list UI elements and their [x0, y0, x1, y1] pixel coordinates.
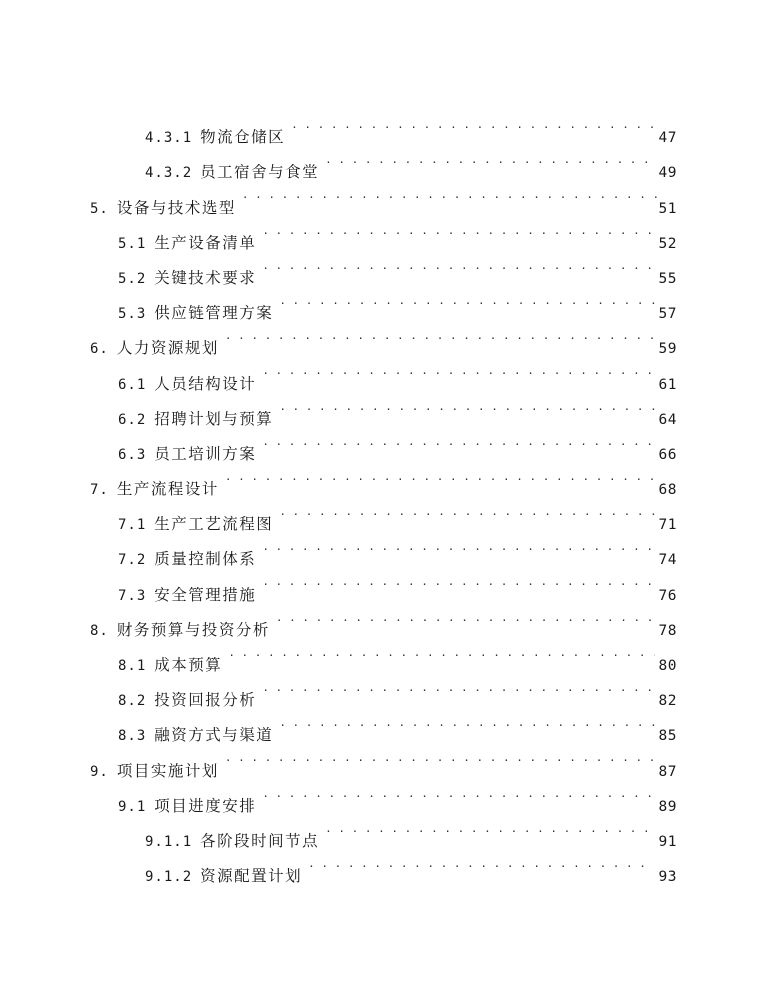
dot-leader: [325, 142, 654, 177]
toc-entry[interactable]: [145, 811, 677, 850]
toc-entry-number: 6.: [90, 341, 109, 358]
toc-entry-number: 5.2: [118, 270, 147, 287]
toc-entry-title: 项目实施计划: [116, 761, 219, 780]
dot-leader: [279, 389, 654, 424]
toc-entry-number: 5.1: [118, 235, 147, 252]
dot-leader: [225, 318, 658, 353]
dot-leader: [279, 283, 654, 318]
toc-entry-title: 生产设备清单: [154, 233, 257, 252]
toc-entry[interactable]: [118, 705, 677, 745]
toc-entry-title: 设备与技术选型: [116, 198, 236, 217]
toc-entry-number: 8.2: [118, 693, 147, 710]
toc-entry-title: 项目进度安排: [154, 796, 257, 815]
toc-entry[interactable]: [145, 846, 677, 886]
dot-leader: [225, 459, 658, 494]
dot-leader: [225, 740, 658, 775]
toc-entry-page: 66: [658, 446, 677, 463]
toc-entry[interactable]: [145, 107, 677, 147]
toc-entry-title: 质量控制体系: [154, 550, 257, 569]
toc-entry-title: 供应链管理方案: [154, 304, 274, 323]
toc-entry-page: 52: [658, 235, 677, 252]
dot-leader: [262, 529, 654, 564]
toc-entry-number: 7.2: [118, 552, 147, 569]
toc-entry-title: 物流仓储区: [200, 128, 286, 147]
toc-entry-page: 47: [658, 130, 677, 147]
toc-entry[interactable]: [118, 635, 677, 674]
toc-entry[interactable]: [90, 177, 677, 217]
toc-entry-page: 93: [658, 869, 677, 886]
toc-entry-title: 关键技术要求: [154, 268, 257, 287]
toc-entry-title: 员工宿舍与食堂: [200, 163, 320, 182]
toc-entry-page: 49: [658, 165, 677, 182]
toc-entry[interactable]: [90, 600, 677, 639]
toc-entry-number: 9.: [90, 763, 109, 780]
toc-entry[interactable]: [118, 424, 677, 463]
toc-entry-page: 51: [658, 200, 677, 217]
toc-entry-title: 投资回报分析: [154, 691, 257, 710]
toc-entry-page: 80: [658, 658, 677, 674]
toc-entry-number: 7.: [90, 482, 109, 499]
toc-entry[interactable]: [118, 776, 677, 815]
dot-leader: [279, 705, 654, 740]
toc-entry-page: 71: [658, 517, 677, 534]
toc-entry-title: 安全管理措施: [154, 585, 257, 604]
toc-entry-title: 成本预算: [154, 656, 223, 674]
toc-entry-title: 财务预算与投资分析: [116, 620, 270, 639]
toc-entry-page: 68: [658, 482, 677, 499]
toc-entry[interactable]: [118, 670, 677, 710]
toc-entry-page: 85: [658, 728, 677, 745]
toc-entry-number: 6.3: [118, 446, 147, 463]
toc-entry-page: 87: [658, 763, 677, 780]
dot-leader: [276, 600, 658, 635]
toc-entry-number: 8.3: [118, 728, 147, 745]
dot-leader: [242, 177, 658, 212]
dot-leader: [291, 107, 654, 142]
toc-entry-title: 员工培训方案: [154, 444, 257, 463]
dot-leader: [262, 353, 654, 388]
toc-entry-page: 74: [658, 552, 677, 569]
dot-leader: [262, 248, 654, 283]
dot-leader: [262, 213, 654, 248]
toc-entry[interactable]: [118, 248, 677, 287]
dot-leader: [325, 811, 654, 846]
toc-entry[interactable]: [118, 564, 677, 604]
toc-entry-number: 6.1: [118, 376, 147, 393]
toc-entry[interactable]: [145, 142, 677, 182]
toc-entry[interactable]: [118, 494, 677, 534]
toc-entry[interactable]: [118, 213, 677, 252]
toc-entry-number: 5.3: [118, 306, 147, 323]
toc-entry-page: 91: [658, 833, 677, 850]
toc-entry-number: 5.: [90, 200, 109, 217]
dot-leader: [279, 494, 654, 529]
toc-entry-title: 生产流程设计: [116, 480, 219, 499]
toc-entry-page: 89: [658, 798, 677, 815]
dot-leader: [262, 424, 654, 459]
toc-entry-page: 78: [658, 622, 677, 639]
toc-entry-number: 9.1: [118, 798, 147, 815]
toc-entry-number: 9.1.2: [145, 869, 193, 886]
toc-entry[interactable]: [90, 740, 677, 780]
toc-entry-number: 8.: [90, 622, 109, 639]
dot-leader: [262, 776, 654, 811]
toc-entry-page: 55: [658, 270, 677, 287]
toc-entry-number: 4.3.2: [145, 165, 193, 182]
toc-entry[interactable]: [118, 529, 677, 569]
toc-entry-number: 7.1: [118, 517, 147, 534]
toc-entry-number: 4.3.1: [145, 130, 193, 147]
toc-entry-page: 59: [658, 341, 677, 358]
toc-entry[interactable]: [118, 353, 677, 393]
dot-leader: [262, 564, 654, 599]
dot-leader: [308, 846, 654, 881]
toc-entry-title: 人力资源规划: [116, 339, 219, 358]
toc-entry-number: 9.1.1: [145, 833, 193, 850]
toc-entry-page: 82: [658, 693, 677, 710]
toc-entry-page: 61: [658, 376, 677, 393]
toc-entry-title: 生产工艺流程图: [154, 515, 274, 534]
toc-entry[interactable]: [118, 389, 677, 428]
toc-entry-number: 6.2: [118, 411, 147, 428]
toc-entry[interactable]: [118, 283, 677, 323]
dot-leader: [228, 635, 654, 670]
toc-entry-number: 7.3: [118, 587, 147, 604]
toc-entry-title: 资源配置计划: [200, 867, 303, 886]
toc-entry[interactable]: [90, 318, 677, 358]
toc-entry-title: 人员结构设计: [154, 374, 257, 393]
toc-entry-number: 8.1: [118, 658, 147, 674]
toc-entry-page: 57: [658, 306, 677, 323]
table-of-contents: [0, 107, 765, 886]
toc-entry-title: 各阶段时间节点: [200, 831, 320, 850]
toc-entry-page: 76: [658, 587, 677, 604]
toc-entry-page: 64: [658, 411, 677, 428]
toc-entry[interactable]: [90, 459, 677, 499]
dot-leader: [262, 670, 654, 705]
toc-entry-title: 融资方式与渠道: [154, 726, 274, 745]
toc-entry-title: 招聘计划与预算: [154, 409, 274, 428]
